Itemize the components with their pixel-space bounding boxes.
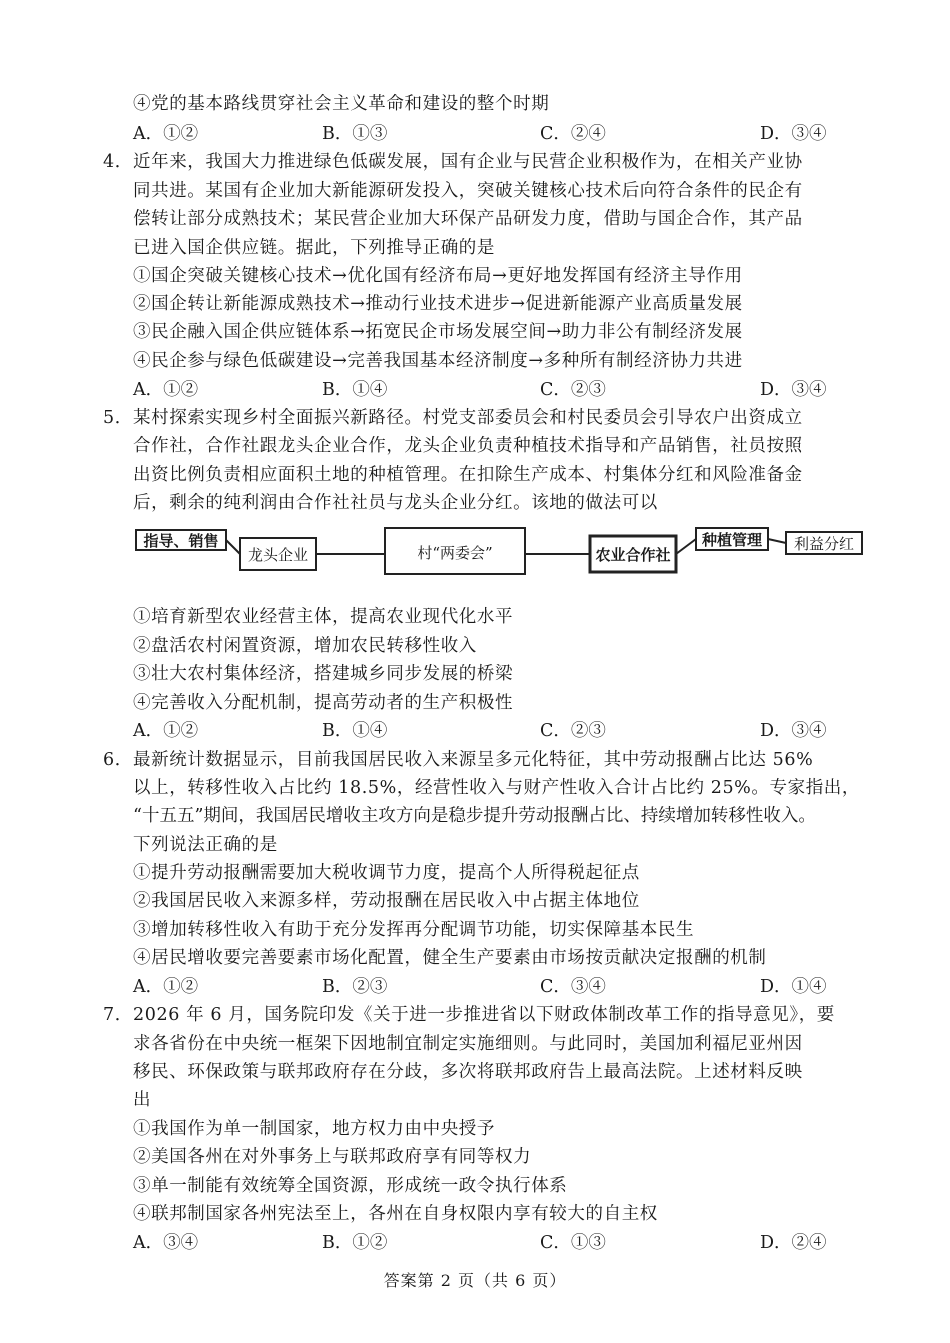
option-b: B．②③ bbox=[322, 977, 388, 997]
stem-line: “十五五”期间，我国居民增收主攻方向是稳步提升劳动报酬占比、持续增加转移性收入。 bbox=[133, 806, 816, 826]
stem-line: 后，剩余的纯利润由合作社社员与龙头企业分红。该地的做法可以 bbox=[133, 493, 658, 513]
option-a: A．①② bbox=[133, 124, 199, 144]
stem-line: 合作社，合作社跟龙头企业合作，龙头企业负责种植技术指导和产品销售，社员按照 bbox=[133, 436, 803, 456]
option-c: C．②③ bbox=[540, 721, 606, 741]
label-cooperative: 农业合作社 bbox=[595, 546, 671, 564]
label-profit-dividend: 利益分红 bbox=[793, 535, 855, 553]
question-number: 6． bbox=[103, 750, 133, 770]
statement-4-prev: ④党的基本路线贯穿社会主义革命和建设的整个时期 bbox=[133, 94, 550, 114]
stem-line: 出资比例负责相应面积土地的种植管理。在扣除生产成本、村集体分红和风险准备金 bbox=[133, 465, 803, 485]
question-number: 5． bbox=[103, 408, 133, 428]
statement: ④居民增收要完善要素市场化配置，健全生产要素由市场按贡献决定报酬的机制 bbox=[133, 948, 767, 968]
option-d: D．③④ bbox=[760, 380, 827, 400]
option-a: A．①② bbox=[133, 721, 199, 741]
stem-line: 偿转让部分成熟技术；某民营企业加大环保产品研发力度，借助与国企合作，其产品 bbox=[133, 209, 803, 229]
statement: ①提升劳动报酬需要加大税收调节力度，提高个人所得税起征点 bbox=[133, 863, 640, 883]
option-b: B．①② bbox=[322, 1233, 388, 1253]
statement: ③增加转移性收入有助于充分发挥再分配调节功能，切实保障基本民生 bbox=[133, 920, 695, 940]
statement: ③民企融入国企供应链体系→拓宽民企市场发展空间→助力非公有制经济发展 bbox=[133, 322, 743, 342]
stem-line: 出 bbox=[133, 1090, 152, 1110]
page-footer: 答案第 2 页（共 6 页） bbox=[383, 1271, 567, 1290]
statement: ①国企突破关键核心技术→优化国有经济布局→更好地发挥国有经济主导作用 bbox=[133, 266, 743, 286]
option-c: C．②④ bbox=[540, 124, 606, 144]
connector bbox=[768, 539, 786, 543]
stem-line: 移民、环保政策与联邦政府存在分歧，多次将联邦政府告上最高法院。上述材料反映 bbox=[133, 1062, 803, 1082]
statement: ④民企参与绿色低碳建设→完善我国基本经济制度→多种所有制经济协力共进 bbox=[133, 351, 743, 371]
statement: ④联邦制国家各州宪法至上，各州在自身权限内享有较大的自主权 bbox=[133, 1204, 658, 1224]
option-d: D．②④ bbox=[760, 1233, 827, 1253]
question-number: 7． bbox=[103, 1005, 133, 1025]
stem-line: 同共进。某国有企业加大新能源研发投入，突破关键核心技术后向符合条件的民企有 bbox=[133, 181, 803, 201]
option-d: D．③④ bbox=[760, 721, 827, 741]
stem-line: 以上，转移性收入占比约 18.5%，经营性收入与财产性收入合计占比约 25%。专家指出， bbox=[133, 778, 861, 798]
option-d: D．①④ bbox=[760, 977, 827, 997]
stem-line: 近年来，我国大力推进绿色低碳发展，国有企业与民营企业积极作为，在相关产业协 bbox=[133, 152, 803, 172]
statement: ①培育新型农业经营主体，提高农业现代化水平 bbox=[133, 607, 514, 627]
cooperation-diagram bbox=[130, 522, 870, 582]
option-a: A．③④ bbox=[133, 1233, 199, 1253]
label-village-committees: 村“两委会” bbox=[417, 544, 493, 562]
label-leading-enterprise: 龙头企业 bbox=[247, 546, 309, 564]
statement: ③单一制能有效统筹全国资源，形成统一政令执行体系 bbox=[133, 1176, 568, 1196]
statement: ①我国作为单一制国家，地方权力由中央授予 bbox=[133, 1119, 495, 1139]
option-c: C．①③ bbox=[540, 1233, 606, 1253]
statement: ②国企转让新能源成熟技术→推动行业技术进步→促进新能源产业高质量发展 bbox=[133, 294, 743, 314]
label-guide-sales: 指导、销售 bbox=[143, 532, 219, 550]
option-b: B．①④ bbox=[322, 721, 388, 741]
option-c: C．③④ bbox=[540, 977, 606, 997]
option-a: A．①② bbox=[133, 977, 199, 997]
statement: ②我国居民收入来源多样，劳动报酬在居民收入中占据主体地位 bbox=[133, 891, 640, 911]
option-d: D．③④ bbox=[760, 124, 827, 144]
stem-line: 下列说法正确的是 bbox=[133, 835, 278, 855]
stem-line: 某村探索实现乡村全面振兴新路径。村党支部委员会和村民委员会引导农户出资成立 bbox=[133, 408, 803, 428]
statement: ②美国各州在对外事务上与联邦政府享有同等权力 bbox=[133, 1147, 532, 1167]
connector bbox=[226, 540, 240, 554]
connector bbox=[676, 539, 696, 554]
label-planting-management: 种植管理 bbox=[701, 531, 763, 549]
stem-line: 已进入国企供应链。据此，下列推导正确的是 bbox=[133, 238, 495, 258]
stem-line: 最新统计数据显示，目前我国居民收入来源呈多元化特征，其中劳动报酬占比达 56% bbox=[133, 750, 814, 770]
option-c: C．②③ bbox=[540, 380, 606, 400]
question-number: 4． bbox=[103, 152, 133, 172]
statement: ④完善收入分配机制，提高劳动者的生产积极性 bbox=[133, 693, 514, 713]
option-b: B．①③ bbox=[322, 124, 388, 144]
option-b: B．①④ bbox=[322, 380, 388, 400]
statement: ③壮大农村集体经济，搭建城乡同步发展的桥梁 bbox=[133, 664, 514, 684]
stem-line: 2026 年 6 月，国务院印发《关于进一步推进省以下财政体制改革工作的指导意见》，要 bbox=[133, 1005, 835, 1025]
statement: ②盘活农村闲置资源，增加农民转移性收入 bbox=[133, 636, 477, 656]
option-a: A．①② bbox=[133, 380, 199, 400]
stem-line: 求各省份在中央统一框架下因地制宜制定实施细则。与此同时，美国加利福尼亚州因 bbox=[133, 1034, 803, 1054]
